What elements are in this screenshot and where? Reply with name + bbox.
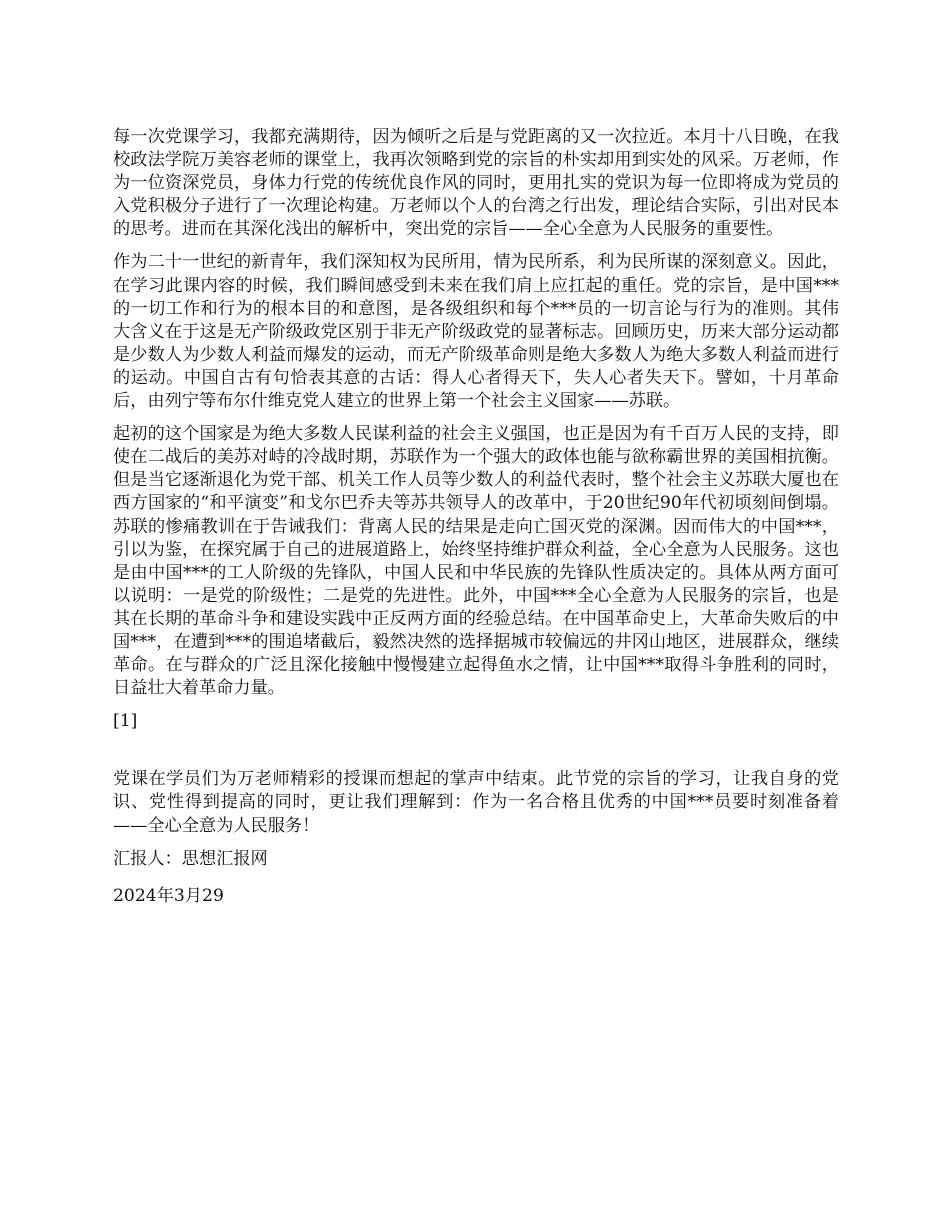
paragraph-3: 起初的这个国家是为绝大多数人民谋利益的社会主义强国，也正是因为有千百万人民的支持，即使在二战后的美苏对峙的冷战时期，苏联作为一个强大的政体也能与欲称霸世界的美国相抗衡。但是当它逐渐退化为党干部、机关工作人员等少数人的利益代表时，整个社会主义苏联大厦也在西方国家的“和平演变”和戈尔巴乔夫等苏共领导人的改革中，于20世纪90年代初顷刻间倒塌。苏联的惨痛教训在于告诫我们：背离人民的结果是走向亡国灭党的深渊。因而伟大的中国***，引以为鉴，在探究属于自己的进展道路上，始终坚持维护群众利益，全心全意为人民服务。这也是由中国***的工人阶级的先锋队，中国人民和中华民族的先锋队性质决定的。具体从两方面可以说明：一是党的阶级性；二是党的先进性。此外，中国***全心全意为人民服务的宗旨，也是其在长期的革命斗争和建设实践中正反两方面的经验总结。在中国革命史上，大革命失败后的中国***，在遭到***的围追堵截后，毅然决然的选择据城市较偏远的井冈山地区，进展群众，继续革命。在与群众的广泛且深化接触中慢慢建立起得鱼水之情，让中国***取得斗争胜利的同时，日益壮大着革命力量。 [113,424,839,699]
reference-marker: [1] [113,711,138,732]
paragraph-1: 每一次党课学习，我都充满期待，因为倾听之后是与党距离的又一次拉近。本月十八日晚，在我校政法学院万美容老师的课堂上，我再次领略到党的宗旨的朴实却用到实处的风采。万老师，作为一位资深党员，身体力行党的传统优良作风的同时，更用扎实的党识为每一位即将成为党员的入党积极分子进行了一次理论构建。万老师以个人的台湾之行出发，理论结合实际，引出对民本的思考。进而在其深化浅出的解析中，突出党的宗旨——全心全意为人民服务的重要性。 [113,127,839,240]
document-body [113,126,839,922]
paragraph-2: 作为二十一世纪的新青年，我们深知权为民所用，情为民所系，利为民所谋的深刻意义。因此，在学习此课内容的时候，我们瞬间感受到未来在我们肩上应扛起的重任。党的宗旨，是中国***的一切工作和行为的根本目的和意图，是各级组织和每个***员的一切言论与行为的准则。其伟大含义在于这是无产阶级政党区别于非无产阶级政党的显著标志。回顾历史，历来大部分运动都是少数人为少数人利益而爆发的运动，而无产阶级革命则是绝大多数人为绝大多数人利益而进行的运动。中国自古有句恰表其意的古话：得人心者得天下，失人心者失天下。譬如，十月革命后，由列宁等布尔什维克党人建立的世界上第一个社会主义国家——苏联。 [113,252,839,412]
closing-paragraph: 党课在学员们为万老师精彩的授课而想起的掌声中结束。此节党的宗旨的学习，让我自身的党识、党性得到提高的同时，更让我们理解到：作为一名合格且优秀的中国***员要时刻准备着——全心全意为人民服务！ [113,769,839,836]
reporter-line: 汇报人：思想汇报网 [113,848,268,869]
date-line: 2024年3月29 [113,885,224,906]
spacer [113,743,839,768]
